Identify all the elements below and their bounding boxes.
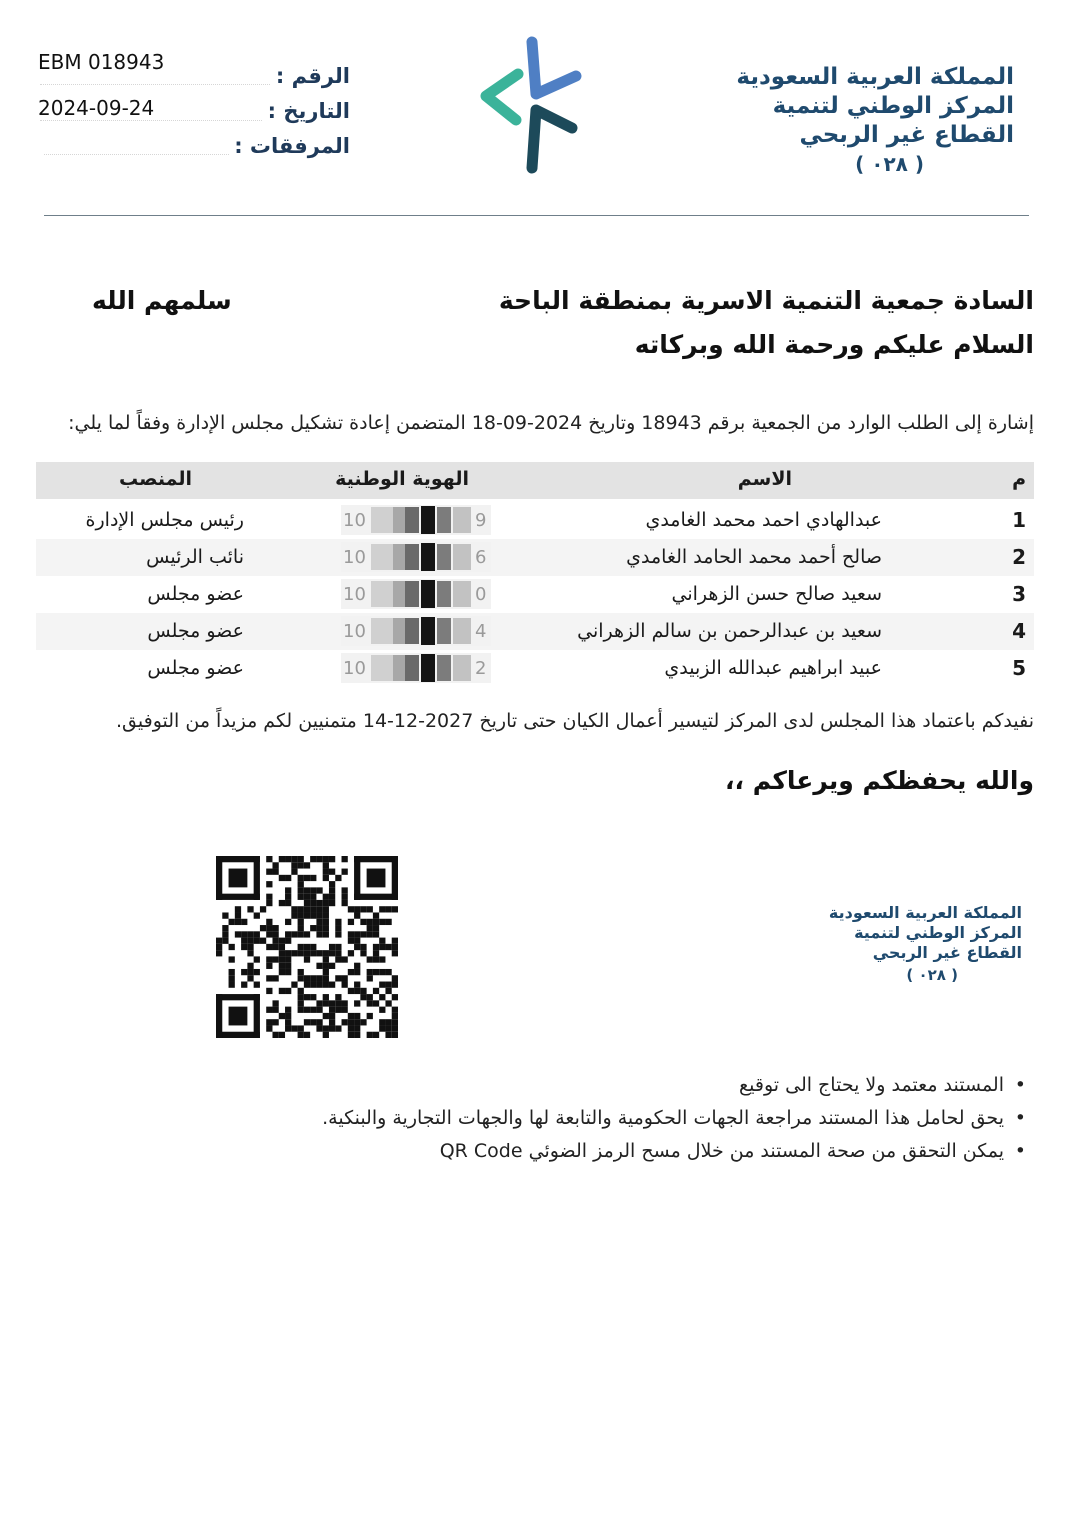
intro-paragraph: إشارة إلى الطلب الوارد من الجمعية برقم 18943 وتاريخ 2024-09-18 المتضمن إعادة تشكيل مجلس الإدارة وفقاً لما يلي: xyxy=(68,412,1034,434)
row-number: 5 xyxy=(1012,656,1026,680)
number-label: الرقم : xyxy=(275,64,350,88)
member-position: عضو مجلس xyxy=(147,657,244,679)
table-row xyxy=(36,539,1034,576)
id-end-digit: 2 xyxy=(475,658,487,679)
qr-code-icon xyxy=(216,856,398,1038)
id-start-digits: 10 xyxy=(343,621,366,642)
table-row xyxy=(36,650,1034,687)
greeting-line: السلام عليكم ورحمة الله وبركاته xyxy=(634,330,1034,359)
id-start-digits: 10 xyxy=(343,510,366,531)
org-name-line3: القطاع غير الربحي xyxy=(799,122,1014,148)
table-row xyxy=(36,613,1034,650)
national-id-redacted xyxy=(341,505,491,535)
stamp-org-line1: المملكة العربية السعودية xyxy=(828,903,1022,922)
col-name-header: الاسم xyxy=(737,468,792,490)
id-start-digits: 10 xyxy=(343,658,366,679)
closing-paragraph: نفيدكم باعتماد هذا المجلس لدى المركز لتيسير أعمال الكيان حتى تاريخ 2027-12-14 متمنيين لكم مزيداً من التوفيق. xyxy=(116,710,1034,732)
id-end-digit: 9 xyxy=(475,510,487,531)
row-number: 3 xyxy=(1012,582,1026,606)
stamp-org-line2: المركز الوطني لتنمية xyxy=(854,923,1022,942)
id-start-digits: 10 xyxy=(343,584,366,605)
id-end-digit: 0 xyxy=(475,584,487,605)
member-name: صالح أحمد محمد الحامد الغامدي xyxy=(626,546,882,568)
member-name: سعيد بن عبدالرحمن بن سالم الزهراني xyxy=(577,620,882,642)
national-id-redacted xyxy=(341,653,491,683)
note-item: • يحق لحامل هذا المستند مراجعة الجهات الحكومية والتابعة لها والجهات التجارية والبنكية. xyxy=(322,1107,1004,1129)
row-number: 2 xyxy=(1012,545,1026,569)
col-id-header: الهوية الوطنية xyxy=(335,468,469,490)
member-position: عضو مجلس xyxy=(147,583,244,605)
reference-number: EBM 018943 xyxy=(38,50,165,74)
table-row xyxy=(36,502,1034,539)
member-position: رئيس مجلس الإدارة xyxy=(85,509,244,531)
signoff-line: والله يحفظكم ويرعاكم ،، xyxy=(725,766,1034,795)
stamp-org-line3: القطاع غير الربحي xyxy=(872,943,1022,962)
number-underline xyxy=(40,84,270,85)
member-name: عبيد ابراهيم عبدالله الزبيدي xyxy=(664,657,882,679)
org-code: ( ٠٢٨ ) xyxy=(855,152,924,176)
org-name-line1: المملكة العربية السعودية xyxy=(736,64,1014,90)
attachments-underline xyxy=(44,154,229,155)
stamp-org-code: ( ٠٢٨ ) xyxy=(906,966,958,984)
board-table-header xyxy=(36,462,1034,499)
member-position: نائب الرئيس xyxy=(146,546,244,568)
id-end-digit: 4 xyxy=(475,621,487,642)
date-underline xyxy=(40,120,262,121)
attachments-label: المرفقات : xyxy=(234,134,350,158)
note-item: • يمكن التحقق من صحة المستند من خلال مسح الرمز الضوئي QR Code xyxy=(440,1140,1004,1162)
salutation-blessing: سلمهم الله xyxy=(92,286,232,315)
org-name-line2: المركز الوطني لتنمية xyxy=(772,93,1014,119)
recipient-line: السادة جمعية التنمية الاسرية بمنطقة الباحة xyxy=(498,286,1034,315)
member-position: عضو مجلس xyxy=(147,620,244,642)
id-end-digit: 6 xyxy=(475,547,487,568)
table-row xyxy=(36,576,1034,613)
note-item: • المستند معتمد ولا يحتاج الى توقيع xyxy=(739,1074,1004,1096)
row-number: 1 xyxy=(1012,508,1026,532)
row-number: 4 xyxy=(1012,619,1026,643)
id-start-digits: 10 xyxy=(343,547,366,568)
national-id-redacted xyxy=(341,616,491,646)
national-id-redacted xyxy=(341,542,491,572)
header-divider xyxy=(44,215,1029,216)
col-position-header: المنصب xyxy=(119,468,192,490)
member-name: سعيد صالح حسن الزهراني xyxy=(671,583,882,605)
col-num-header: م xyxy=(1012,468,1026,490)
document-date: 2024-09-24 xyxy=(38,96,155,120)
ncnp-logo-icon xyxy=(472,34,584,180)
national-id-redacted xyxy=(341,579,491,609)
date-label: التاريخ : xyxy=(267,99,350,123)
member-name: عبدالهادي احمد محمد الغامدي xyxy=(645,509,882,531)
